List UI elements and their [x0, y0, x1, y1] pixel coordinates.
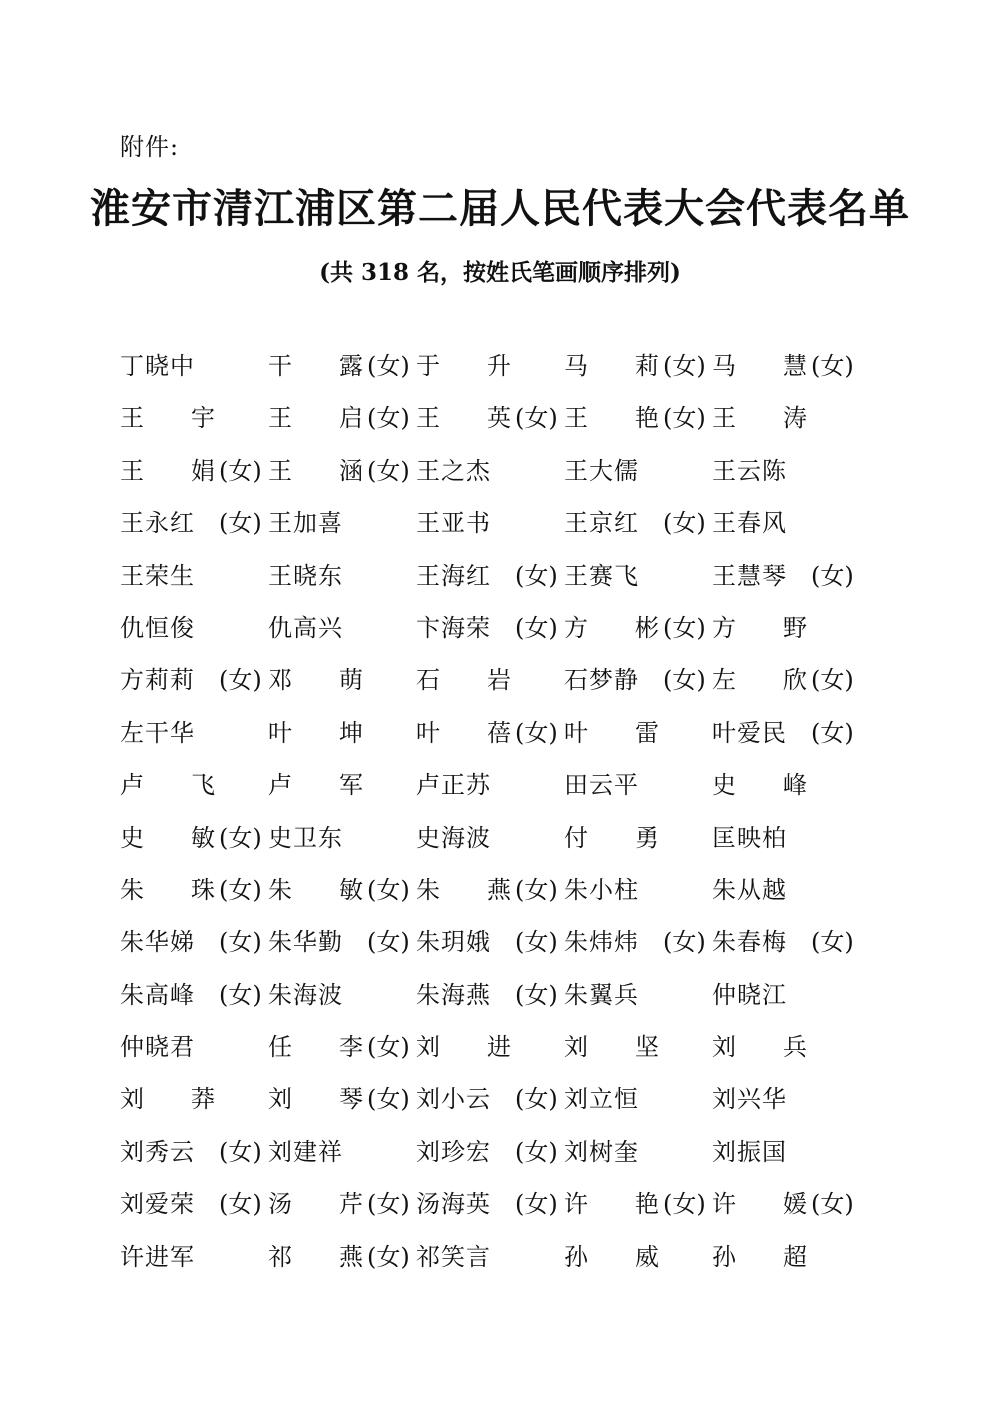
delegate-entry	[268, 969, 416, 1021]
delegate-name: 王晓东	[268, 561, 343, 590]
delegate-name: 卢 军	[268, 771, 364, 800]
delegate-name: 王亚书	[416, 509, 491, 538]
delegate-name: 史海波	[416, 823, 491, 852]
delegate-name: 王云陈	[712, 456, 787, 485]
delegate-name: 仲晓江	[712, 980, 787, 1009]
delegate-name: 朱高峰	[120, 980, 195, 1009]
delegate-name: 孙 超	[712, 1242, 808, 1271]
delegate-name: 朱 珠	[120, 875, 216, 904]
female-mark: (女)	[219, 980, 262, 1009]
delegate-name: 刘建祥	[268, 1137, 343, 1166]
delegate-name: 朱从越	[712, 875, 787, 904]
delegate-entry	[712, 1073, 860, 1125]
delegate-name: 孙 威	[564, 1242, 660, 1271]
female-mark: (女)	[811, 928, 854, 957]
delegate-entry	[268, 1231, 416, 1283]
delegate-name: 刘爱荣	[120, 1190, 195, 1219]
delegate-name: 丁晓中	[120, 352, 195, 380]
delegate-name: 王春风	[712, 509, 787, 538]
female-mark: (女)	[219, 1137, 262, 1166]
delegate-name: 史卫东	[268, 823, 343, 852]
female-mark: (女)	[663, 509, 706, 538]
delegate-entry	[564, 602, 712, 654]
delegate-entry	[564, 392, 712, 444]
female-mark: (女)	[367, 1242, 410, 1271]
delegate-entry	[268, 550, 416, 602]
delegate-name: 朱翼兵	[564, 980, 639, 1009]
delegate-name: 刘珍宏	[416, 1137, 491, 1166]
delegate-entry	[268, 654, 416, 706]
delegate-name: 刘 琴	[268, 1085, 364, 1114]
delegate-name: 朱春梅	[712, 928, 787, 957]
delegate-name: 朱海波	[268, 980, 343, 1009]
female-mark: (女)	[515, 1190, 558, 1219]
female-mark: (女)	[663, 613, 706, 642]
female-mark: (女)	[367, 928, 410, 957]
delegate-name: 石梦静	[564, 666, 639, 695]
female-mark: (女)	[663, 352, 706, 380]
delegate-name: 王加喜	[268, 509, 343, 538]
delegate-name: 朱 燕	[416, 875, 512, 904]
delegate-name: 刘 坚	[564, 1033, 660, 1062]
delegate-name: 石 岩	[416, 666, 512, 695]
female-mark: (女)	[219, 823, 262, 852]
delegate-entry	[712, 916, 860, 968]
delegate-entry	[712, 392, 860, 444]
delegate-entry	[564, 1126, 712, 1178]
delegate-name: 叶 蓓	[416, 718, 512, 747]
delegate-name: 祁笑言	[416, 1242, 491, 1271]
delegate-name: 卞海荣	[416, 613, 491, 642]
female-mark: (女)	[515, 928, 558, 957]
delegate-entry	[120, 445, 268, 497]
delegate-entry	[564, 969, 712, 1021]
delegate-entry	[268, 812, 416, 864]
delegate-entry	[564, 916, 712, 968]
delegate-name: 付 勇	[564, 823, 660, 852]
delegate-entry	[268, 1073, 416, 1125]
delegate-name: 王之杰	[416, 456, 491, 485]
female-mark: (女)	[219, 456, 262, 485]
delegate-name: 王大儒	[564, 456, 639, 485]
delegate-entry	[268, 759, 416, 811]
delegate-name: 刘 进	[416, 1033, 512, 1062]
delegate-entry	[268, 445, 416, 497]
delegate-name: 王京红	[564, 509, 639, 538]
delegate-entry	[120, 1021, 268, 1073]
delegate-entry	[416, 602, 564, 654]
female-mark: (女)	[367, 1190, 410, 1219]
delegate-entry	[120, 759, 268, 811]
document-title: 淮安市清江浦区第二届人民代表大会代表名单	[90, 185, 910, 232]
female-mark: (女)	[663, 1190, 706, 1219]
delegate-entry	[120, 1178, 268, 1230]
female-mark: (女)	[219, 509, 262, 538]
delegate-entry	[416, 392, 564, 444]
delegate-name: 朱华勤	[268, 928, 343, 957]
delegate-entry	[564, 445, 712, 497]
delegate-name: 方 野	[712, 613, 808, 642]
delegate-name: 马 莉	[564, 352, 660, 380]
delegate-entry	[268, 497, 416, 549]
delegate-entry	[416, 1021, 564, 1073]
delegate-entry	[564, 340, 712, 392]
delegate-name: 左干华	[120, 718, 195, 747]
delegate-name: 史 峰	[712, 771, 808, 800]
delegate-name: 王荣生	[120, 561, 195, 590]
delegate-name: 于 升	[416, 352, 512, 380]
delegate-name: 叶 雷	[564, 718, 660, 747]
delegate-name: 史 敏	[120, 823, 216, 852]
female-mark: (女)	[367, 875, 410, 904]
female-mark: (女)	[367, 352, 410, 380]
delegate-name: 朱海燕	[416, 980, 491, 1009]
delegate-entry	[120, 602, 268, 654]
delegate-entry	[120, 1231, 268, 1283]
delegate-entry	[564, 864, 712, 916]
delegate-entry	[712, 1126, 860, 1178]
female-mark: (女)	[515, 1137, 558, 1166]
document-subtitle: (共 318 名，按姓氏笔画顺序排列)	[319, 259, 681, 286]
delegate-entry	[268, 1178, 416, 1230]
female-mark: (女)	[515, 613, 558, 642]
female-mark: (女)	[811, 1190, 854, 1219]
delegate-name: 匡映柏	[712, 823, 787, 852]
delegate-entry	[268, 916, 416, 968]
delegate-name: 刘振国	[712, 1137, 787, 1166]
delegate-entry	[268, 1126, 416, 1178]
delegate-entry	[712, 1021, 860, 1073]
delegate-name: 刘 莽	[120, 1085, 216, 1114]
female-mark: (女)	[367, 1085, 410, 1114]
delegate-entry	[712, 759, 860, 811]
delegate-entry	[564, 497, 712, 549]
delegate-name: 仇恒俊	[120, 613, 195, 642]
delegate-entry	[416, 1231, 564, 1283]
delegate-entry	[416, 1178, 564, 1230]
female-mark: (女)	[811, 666, 854, 695]
delegate-entry	[268, 1021, 416, 1073]
female-mark: (女)	[367, 1033, 410, 1062]
delegate-entry	[416, 497, 564, 549]
delegate-name: 王 涛	[712, 404, 808, 433]
delegate-name: 王永红	[120, 509, 195, 538]
delegate-name: 叶 坤	[268, 718, 364, 747]
delegate-entry	[564, 550, 712, 602]
delegate-entry	[564, 1021, 712, 1073]
delegate-name: 卢 飞	[120, 771, 216, 800]
delegate-entry	[564, 1178, 712, 1230]
delegate-entry	[416, 812, 564, 864]
female-mark: (女)	[663, 928, 706, 957]
delegate-name: 方 彬	[564, 613, 660, 642]
delegate-name: 朱华娣	[120, 928, 195, 957]
delegate-entry	[712, 550, 860, 602]
delegate-entry	[416, 1126, 564, 1178]
delegate-entry	[712, 654, 860, 706]
female-mark: (女)	[367, 456, 410, 485]
delegate-name: 汤 芹	[268, 1190, 364, 1219]
delegate-entry	[120, 969, 268, 1021]
delegate-entry	[416, 864, 564, 916]
delegate-entry	[416, 445, 564, 497]
delegate-entry	[268, 864, 416, 916]
delegate-name: 仲晓君	[120, 1033, 195, 1062]
delegate-name: 卢正苏	[416, 771, 491, 800]
female-mark: (女)	[515, 1085, 558, 1114]
female-mark: (女)	[515, 561, 558, 590]
delegate-entry	[564, 654, 712, 706]
female-mark: (女)	[811, 352, 854, 380]
delegate-entry	[712, 497, 860, 549]
delegate-name: 叶爱民	[712, 718, 787, 747]
female-mark: (女)	[219, 666, 262, 695]
delegate-name: 王 娟	[120, 456, 216, 485]
delegate-name: 王海红	[416, 561, 491, 590]
delegate-name: 许 艳	[564, 1190, 660, 1219]
female-mark: (女)	[515, 875, 558, 904]
delegate-entry	[416, 340, 564, 392]
female-mark: (女)	[219, 1190, 262, 1219]
delegate-entry	[712, 969, 860, 1021]
delegate-entry	[712, 707, 860, 759]
delegate-name: 王 启	[268, 404, 364, 433]
delegate-name: 刘兴华	[712, 1085, 787, 1114]
delegate-entry	[120, 392, 268, 444]
female-mark: (女)	[219, 875, 262, 904]
delegate-entry	[712, 864, 860, 916]
delegate-name: 邓 萌	[268, 666, 364, 695]
delegate-name: 王 艳	[564, 404, 660, 433]
delegate-name: 刘树奎	[564, 1137, 639, 1166]
delegate-entry	[712, 340, 860, 392]
female-mark: (女)	[515, 980, 558, 1009]
delegate-entry	[120, 550, 268, 602]
delegate-name: 许 媛	[712, 1190, 808, 1219]
delegate-entry	[564, 707, 712, 759]
female-mark: (女)	[663, 666, 706, 695]
delegate-entry	[268, 602, 416, 654]
delegate-entry	[564, 812, 712, 864]
female-mark: (女)	[515, 718, 558, 747]
delegate-name: 干 露	[268, 352, 364, 380]
delegate-name: 方莉莉	[120, 666, 195, 695]
delegate-entry	[120, 916, 268, 968]
delegate-name: 仇高兴	[268, 613, 343, 642]
delegate-name: 祁 燕	[268, 1242, 364, 1271]
delegate-entry	[712, 812, 860, 864]
delegate-name: 刘小云	[416, 1085, 491, 1114]
female-mark: (女)	[663, 404, 706, 433]
delegate-name: 刘 兵	[712, 1033, 808, 1062]
delegate-name: 马 慧	[712, 352, 808, 380]
delegate-name: 汤海英	[416, 1190, 491, 1219]
delegate-entry	[416, 759, 564, 811]
female-mark: (女)	[811, 561, 854, 590]
female-mark: (女)	[219, 928, 262, 957]
delegate-name: 朱 敏	[268, 875, 364, 904]
delegate-entry	[416, 707, 564, 759]
delegate-name: 左 欣	[712, 666, 808, 695]
delegate-entry	[416, 654, 564, 706]
delegate-name: 王 英	[416, 404, 512, 433]
female-mark: (女)	[367, 404, 410, 433]
delegate-entry	[712, 602, 860, 654]
female-mark: (女)	[515, 404, 558, 433]
delegate-name: 田云平	[564, 771, 639, 800]
delegate-entry	[416, 969, 564, 1021]
delegate-entry	[268, 392, 416, 444]
delegate-entry	[564, 1073, 712, 1125]
delegate-entry	[268, 707, 416, 759]
delegate-name: 朱小柱	[564, 875, 639, 904]
delegate-entry	[268, 340, 416, 392]
delegate-name: 许进军	[120, 1242, 195, 1271]
delegate-name: 王赛飞	[564, 561, 639, 590]
delegate-entry	[120, 812, 268, 864]
delegate-name: 刘立恒	[564, 1085, 639, 1114]
delegate-entry	[712, 1178, 860, 1230]
delegate-entry	[416, 550, 564, 602]
delegate-entry	[416, 916, 564, 968]
delegate-name-list	[120, 340, 880, 1283]
attachment-label: 附件:	[120, 133, 180, 161]
delegate-entry	[120, 654, 268, 706]
delegate-entry	[564, 1231, 712, 1283]
delegate-entry	[120, 340, 268, 392]
female-mark: (女)	[811, 718, 854, 747]
delegate-entry	[120, 1073, 268, 1125]
delegate-entry	[416, 1073, 564, 1125]
delegate-name: 刘秀云	[120, 1137, 195, 1166]
delegate-name: 朱炜炜	[564, 928, 639, 957]
delegate-entry	[120, 864, 268, 916]
delegate-name: 王慧琴	[712, 561, 787, 590]
delegate-entry	[120, 1126, 268, 1178]
delegate-entry	[120, 497, 268, 549]
delegate-entry	[120, 707, 268, 759]
delegate-name: 王 宇	[120, 404, 216, 433]
delegate-entry	[712, 1231, 860, 1283]
delegate-name: 朱玥娥	[416, 928, 491, 957]
delegate-entry	[712, 445, 860, 497]
delegate-name: 任 李	[268, 1033, 364, 1062]
delegate-entry	[564, 759, 712, 811]
delegate-name: 王 涵	[268, 456, 364, 485]
